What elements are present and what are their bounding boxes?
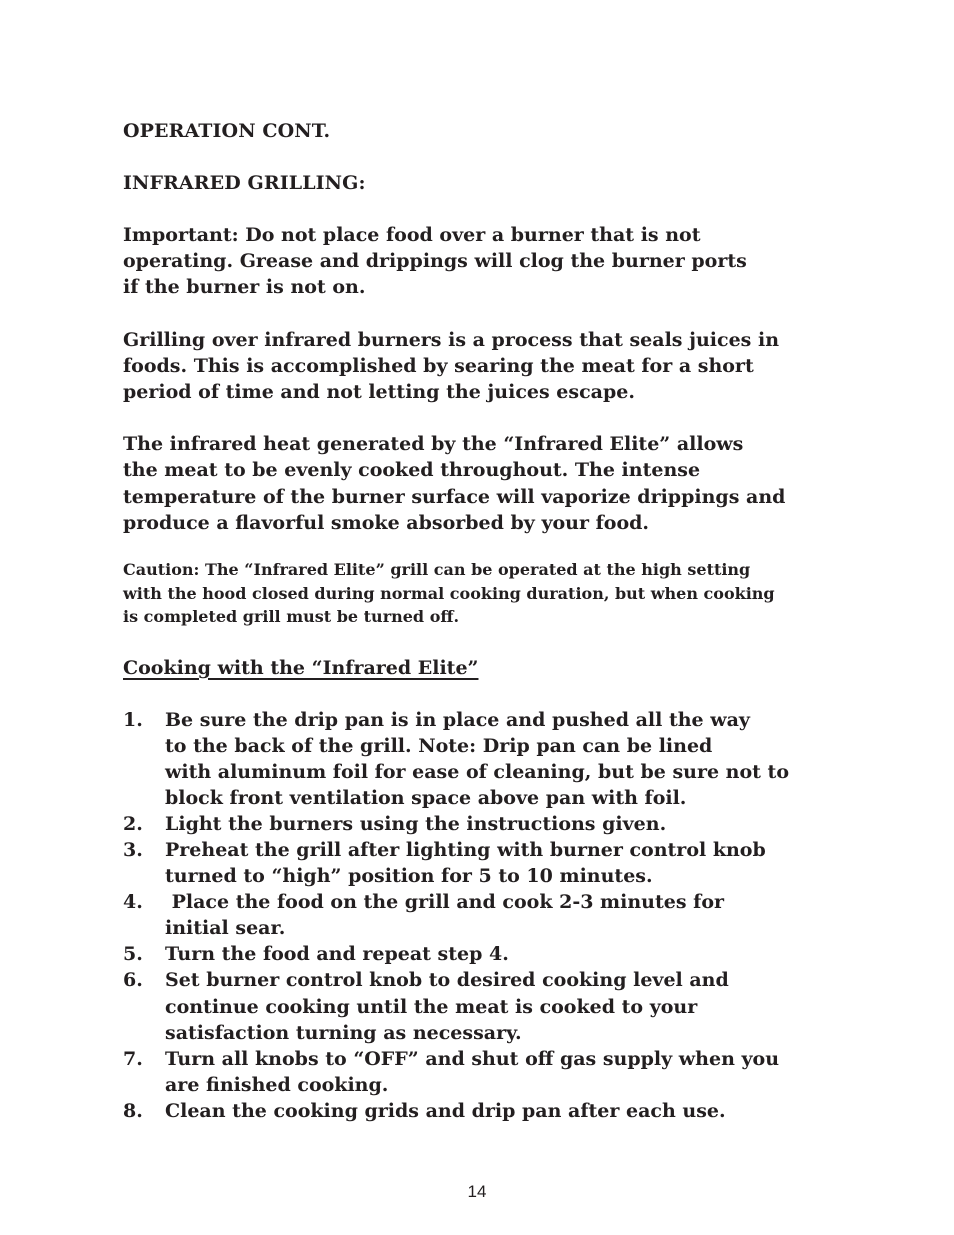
page-number: 14 [467, 1182, 487, 1201]
list-item [123, 811, 843, 837]
step-line: are finished cooking. [165, 1073, 389, 1096]
step-number: 8. [123, 1099, 143, 1122]
paragraph-line: The infrared heat generated by the “Infrared Elite” allows [123, 433, 744, 456]
step-line: initial sear. [165, 917, 286, 940]
step-number: 5. [123, 943, 143, 966]
list-item [123, 967, 843, 1045]
list-item [123, 1046, 843, 1098]
step-line: Be sure the drip pan is in place and pushed all the way [165, 708, 750, 731]
cooking-steps-list [123, 707, 843, 1125]
important-note-line: operating. Grease and drippings will clog the burner ports [123, 250, 747, 273]
list-item [123, 941, 843, 967]
list-item [123, 707, 843, 811]
step-number: 4. [123, 891, 143, 914]
step-number: 7. [123, 1047, 143, 1070]
step-line: to the back of the grill. Note: Drip pan can be lined [165, 734, 713, 757]
step-line: Preheat the grill after lighting with burner control knob [165, 839, 766, 861]
list-item [123, 837, 843, 889]
caution-line: is completed grill must be turned off. [123, 607, 460, 627]
paragraph-line: period of time and not letting the juices escape. [123, 381, 635, 404]
caution-note [123, 558, 843, 629]
step-number: 1. [123, 708, 143, 731]
step-line: Turn the food and repeat step 4. [165, 943, 509, 966]
list-item [123, 889, 843, 941]
step-line: with aluminum foil for ease of cleaning, but be sure not to [165, 760, 789, 783]
subsection-title: INFRARED GRILLING: [123, 172, 366, 194]
step-number: 6. [123, 969, 143, 992]
paragraph-line: produce a flavorful smoke absorbed by your food. [123, 511, 650, 534]
step-line: Light the burners using the instructions given. [165, 812, 667, 835]
section-title: OPERATION CONT. [123, 120, 331, 142]
step-line: Set burner control knob to desired cooking level and [165, 969, 729, 992]
important-note-line: if the burner is not on. [123, 276, 366, 299]
paragraph-line: temperature of the burner surface will vaporize drippings and [123, 485, 786, 508]
step-number: 2. [123, 812, 143, 835]
step-line: continue cooking until the meat is cooked to your [165, 995, 698, 1018]
caution-line: with the hood closed during normal cooking duration, but when cooking [123, 583, 775, 603]
step-line: block front ventilation space above pan with foil. [165, 786, 687, 809]
paragraph-line: foods. This is accomplished by searing the meat for a short [123, 354, 754, 377]
page-content [123, 118, 843, 1124]
list-item [123, 1098, 843, 1124]
important-note [123, 222, 843, 301]
step-line: Turn all knobs to “OFF” and shut off gas supply when you [165, 1047, 780, 1070]
step-line: turned to “high” position for 5 to 10 minutes. [165, 865, 653, 888]
step-line: Place the food on the grill and cook 2-3 minutes for [165, 891, 725, 914]
caution-line: Caution: The “Infrared Elite” grill can be operated at the high setting [123, 560, 751, 580]
paragraph-line: the meat to be evenly cooked throughout. The intense [123, 459, 701, 482]
step-number: 3. [123, 839, 143, 861]
paragraph-searing [123, 327, 843, 406]
step-line: Clean the cooking grids and drip pan after each use. [165, 1099, 726, 1122]
step-line: satisfaction turning as necessary. [165, 1021, 522, 1044]
important-note-line: Important: Do not place food over a burner that is not [123, 224, 701, 246]
cooking-heading: Cooking with the “Infrared Elite” [123, 656, 479, 679]
paragraph-infrared-heat [123, 431, 843, 536]
paragraph-line: Grilling over infrared burners is a process that seals juices in [123, 328, 780, 351]
